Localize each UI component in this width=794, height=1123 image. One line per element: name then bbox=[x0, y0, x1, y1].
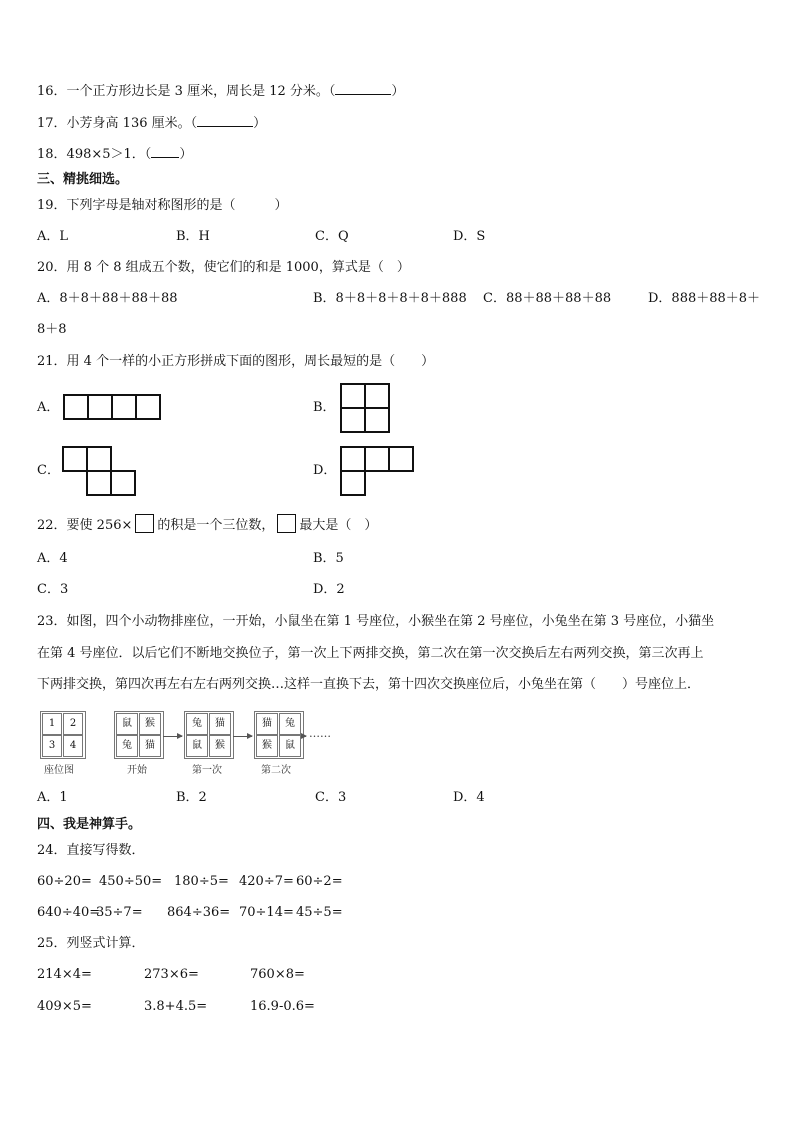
first-swap-caption: 第一次 bbox=[192, 765, 222, 776]
q19-option-c[interactable]: C．Q bbox=[315, 229, 349, 244]
q21-option-d[interactable]: D． bbox=[313, 463, 337, 478]
q22-option-b[interactable]: B．5 bbox=[313, 551, 344, 566]
question-23-line-1: 23．如图，四个小动物排座位，一开始，小鼠坐在第 1 号座位，小猴坐在第 2 号座位，小兔坐在第 3 号座位，小猫坐 bbox=[37, 614, 715, 629]
q22-option-c[interactable]: C．3 bbox=[37, 582, 69, 597]
q24-expr: 35÷7= bbox=[96, 905, 143, 920]
question-19-stem: 19．下列字母是轴对称图形的是（ ） bbox=[37, 198, 288, 213]
arrow-right-icon-3 bbox=[303, 736, 306, 737]
second-swap-caption: 第二次 bbox=[261, 765, 291, 776]
answer-blank-17[interactable] bbox=[197, 114, 253, 127]
q25-expr: 760×8= bbox=[250, 967, 305, 982]
q21-figure-c bbox=[62, 446, 136, 496]
q24-expr: 60÷2= bbox=[296, 874, 343, 889]
question-25-title: 25．列竖式计算． bbox=[37, 936, 145, 951]
seat-map-caption: 座位图 bbox=[44, 765, 74, 776]
start-caption: 开始 bbox=[127, 765, 147, 776]
q23-option-a[interactable]: A．1 bbox=[37, 790, 68, 805]
answer-blank-16[interactable] bbox=[335, 82, 391, 95]
q24-expr: 450÷50= bbox=[99, 874, 163, 889]
question-16: 16．一个正方形边长是 3 厘米，周长是 12 分米。（ ） bbox=[37, 84, 405, 99]
q20-option-d[interactable]: D．888＋88＋8＋ bbox=[648, 291, 761, 306]
start-grid: 鼠 猴 兔 猫 bbox=[114, 711, 164, 759]
answer-blank-18[interactable] bbox=[151, 145, 179, 158]
arrow-right-icon-2 bbox=[233, 736, 252, 737]
blank-square-box[interactable] bbox=[135, 514, 154, 533]
q20-option-a[interactable]: A．8＋8＋88＋88＋88 bbox=[37, 291, 178, 306]
q21-option-b[interactable]: B． bbox=[313, 400, 336, 415]
q24-expr: 45÷5= bbox=[296, 905, 343, 920]
question-20-stem: 20．用 8 个 8 组成五个数，使它们的和是 1000，算式是（ ） bbox=[37, 260, 410, 275]
question-23-line-2: 在第 4 号座位．以后它们不断地交换位子，第一次上下两排交换，第二次在第一次交换后左右两列交换，第三次再上 bbox=[37, 646, 704, 661]
q20-option-c[interactable]: C．88＋88＋88＋88 bbox=[483, 291, 612, 306]
arrow-right-icon bbox=[163, 736, 182, 737]
q24-expr: 640÷40= bbox=[37, 905, 101, 920]
q22-option-a[interactable]: A．4 bbox=[37, 551, 68, 566]
q19-option-a[interactable]: A．L bbox=[37, 229, 69, 244]
q19-option-d[interactable]: D．S bbox=[453, 229, 486, 244]
q25-expr: 273×6= bbox=[144, 967, 199, 982]
q24-expr: 180÷5= bbox=[174, 874, 229, 889]
q24-expr: 864÷36= bbox=[167, 905, 231, 920]
blank-square-box-2[interactable] bbox=[277, 514, 296, 533]
q25-expr: 16.9-0.6= bbox=[250, 999, 315, 1014]
q21-figure-b bbox=[340, 383, 392, 433]
q21-figure-d bbox=[340, 446, 414, 496]
q20-option-d-continuation: 8＋8 bbox=[37, 322, 67, 337]
q24-expr: 70÷14= bbox=[239, 905, 294, 920]
question-18: 18．498×5＞1．（ ） bbox=[37, 147, 193, 162]
question-22-stem: 22．要使 256× 的积是一个三位数， 最大是（ ） bbox=[37, 514, 377, 535]
q23-option-c[interactable]: C．3 bbox=[315, 790, 347, 805]
q21-figure-a bbox=[63, 394, 163, 420]
question-17-text: 17．小芳身高 136 厘米。 bbox=[37, 116, 191, 131]
section-3-heading: 三、精挑细选。 bbox=[37, 172, 129, 187]
q22-option-d[interactable]: D．2 bbox=[313, 582, 345, 597]
question-24-title: 24．直接写得数． bbox=[37, 843, 145, 858]
first-swap-grid: 兔 猫 鼠 猴 bbox=[184, 711, 234, 759]
section-4-heading: 四、我是神算手。 bbox=[37, 817, 142, 832]
q21-option-a[interactable]: A． bbox=[37, 400, 60, 415]
q21-option-c[interactable]: C． bbox=[37, 463, 60, 478]
q23-option-d[interactable]: D．4 bbox=[453, 790, 485, 805]
seat-map-grid: 1 2 3 4 bbox=[40, 711, 86, 759]
q25-expr: 409×5= bbox=[37, 999, 92, 1014]
question-17: 17．小芳身高 136 厘米。（ ） bbox=[37, 116, 267, 131]
q20-option-b[interactable]: B．8＋8＋8＋8＋8＋888 bbox=[313, 291, 467, 306]
q23-option-b[interactable]: B．2 bbox=[176, 790, 207, 805]
q24-expr: 60÷20= bbox=[37, 874, 92, 889]
ellipsis-text: …… bbox=[309, 727, 331, 740]
question-16-text: 16．一个正方形边长是 3 厘米，周长是 12 分米。 bbox=[37, 84, 329, 99]
question-21-stem: 21．用 4 个一样的小正方形拼成下面的图形，周长最短的是（ ） bbox=[37, 354, 435, 369]
q24-expr: 420÷7= bbox=[239, 874, 294, 889]
q19-option-b[interactable]: B．H bbox=[176, 229, 210, 244]
second-swap-grid: 猫 兔 猴 鼠 bbox=[254, 711, 304, 759]
q25-expr: 3.8+4.5= bbox=[144, 999, 208, 1014]
question-18-text: 18．498×5＞1． bbox=[37, 147, 145, 162]
question-23-line-3: 下两排交换，第四次再左右左右两列交换…这样一直换下去，第十四次交换座位后，小兔坐在第（ ）号座位上． bbox=[37, 677, 701, 692]
q25-expr: 214×4= bbox=[37, 967, 92, 982]
